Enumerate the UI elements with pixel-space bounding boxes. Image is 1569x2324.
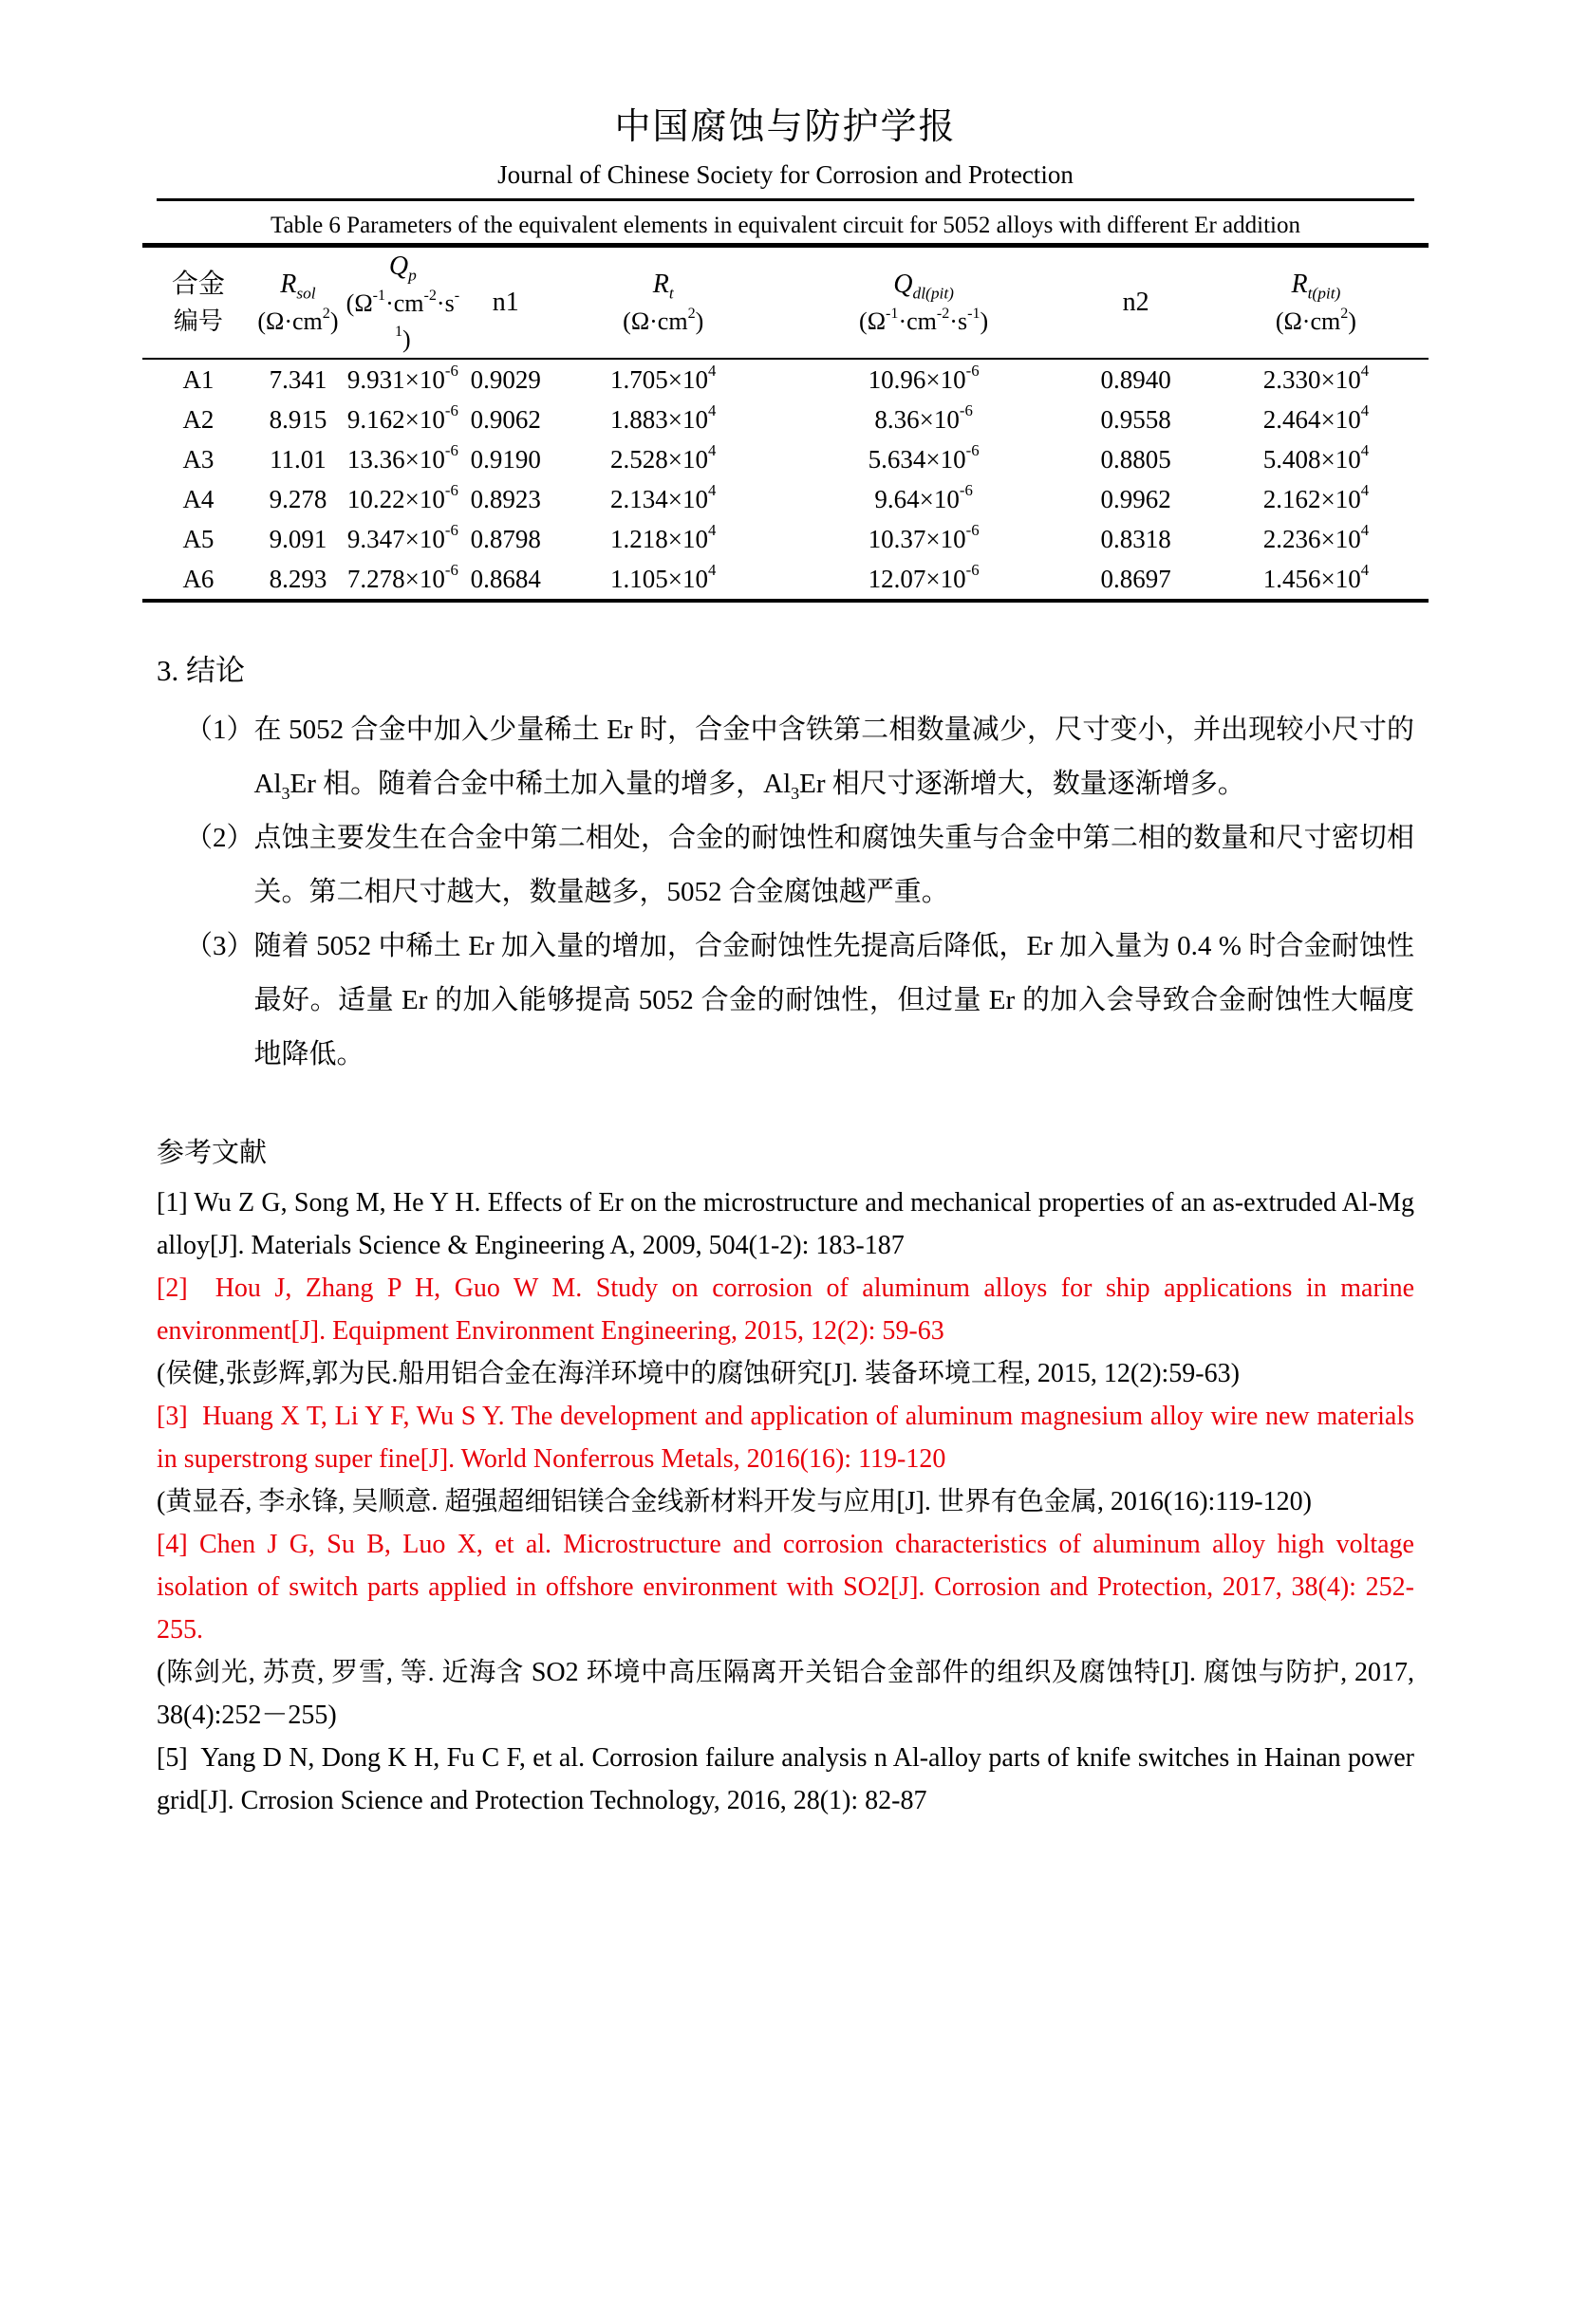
column-unit: $(\Omega^{-1}\cdot cm^{-2}\cdot s^{-1})$ [346, 287, 460, 353]
table-cell: $13.36\times 10^{-6}$ [346, 441, 458, 474]
table-cell: $1.218\times 10^4$ [610, 521, 717, 553]
parameters-table [142, 243, 1429, 603]
conclusion-heading: 3. 结论 [157, 654, 245, 687]
conclusion-items [157, 703, 1414, 1082]
table-cell: 0.8318 [1100, 524, 1171, 553]
table-cell: 0.9190 [470, 444, 541, 474]
table-cell: $2.134\times 10^4$ [610, 481, 717, 513]
table-cell: 0.9062 [470, 404, 541, 434]
column-unit: $(\Omega^{-1}\cdot cm^{-2}\cdot s^{-1})$ [859, 305, 989, 335]
reference-item: [3] Huang X T, Li Y F, Wu S Y. The development and application of aluminum magnesium alloy wire new materials in superstrong super fine[J]. World Nonferrous Metals, 2016(16): 119-120 [157, 1402, 1414, 1474]
column-symbol: $R_{t(pit)}$ [1291, 270, 1341, 303]
table-cell: 9.278 [269, 484, 327, 513]
item-text: 点蚀主要发生在合金中第二相处，合金的耐蚀性和腐蚀失重与合金中第二相的数量和尺寸密切相关。第二相尺寸越大，数量越多，5052 合金腐蚀越严重。 [253, 823, 1414, 907]
table-cell: 0.9558 [1100, 404, 1171, 434]
table-cell: $10.37\times 10^{-6}$ [868, 521, 980, 553]
table-cell: $7.278\times 10^{-6}$ [346, 561, 458, 593]
table-caption: Table 6 Parameters of the equivalent elements in equivalent circuit for 5052 alloys with different Er addition [271, 213, 1300, 238]
table-cell: $8.36\times 10^{-6}$ [874, 401, 973, 434]
column-unit: 编号 [173, 307, 223, 335]
table-cell: $5.408\times 10^4$ [1262, 441, 1370, 474]
table-cell: $9.931\times 10^{-6}$ [346, 362, 458, 394]
reference-item: [1] Wu Z G, Song M, He Y H. Effects of Er on the microstructure and mechanical properties of an as-extruded Al-Mg alloy[J]. Materials Science & Engineering A, 2009, 504(1-2): 183-187 [157, 1188, 1414, 1260]
table-cell: $10.22\times 10^{-6}$ [346, 481, 458, 513]
table-cell: $9.64\times 10^{-6}$ [874, 481, 973, 513]
journal-title: 中国腐蚀与防护学报 [614, 107, 957, 147]
references-heading: 参考文献 [157, 1138, 268, 1168]
header-rule [157, 198, 1414, 201]
table-cell: 8.293 [269, 564, 327, 593]
reference-item: [2] Hou J, Zhang P H, Guo W M. Study on corrosion of aluminum alloys for ship applications in marine environment[J]. Equipment Environment Engineering, 2015, 12(2): 59-63 [157, 1274, 1414, 1346]
column-header [1069, 246, 1204, 360]
column-symbol: $Q_p$ [388, 251, 417, 285]
conclusion-item [157, 920, 1414, 1082]
column-header [142, 246, 254, 360]
reference-item: [5] Yang D N, Dong K H, Fu C F, et al. Corrosion failure analysis n Al-alloy parts of knife switches in Hainan power grid[J]. Crrosion Science and Protection Technology, 2016, 28(1): 82-87 [157, 1743, 1414, 1815]
table-row [142, 559, 1429, 601]
table-cell: A4 [182, 484, 215, 513]
table-row [142, 439, 1429, 479]
table-cell: $2.236\times 10^4$ [1262, 521, 1370, 553]
table-cell: $9.347\times 10^{-6}$ [346, 521, 458, 553]
column-unit: $(\Omega\cdot cm^2)$ [257, 305, 339, 335]
column-header [548, 246, 779, 360]
table-cell: 0.8805 [1100, 444, 1171, 474]
column-symbol: $Q_{dl(pit)}$ [893, 270, 954, 303]
table-cell: A2 [182, 404, 215, 434]
table-cell: 11.01 [270, 444, 327, 474]
column-symbol: $R_t$ [652, 270, 674, 303]
column-header [779, 246, 1069, 360]
table-cell: 0.8798 [470, 524, 541, 553]
table-cell: $1.705\times 10^4$ [610, 362, 717, 394]
table-cell: $9.162\times 10^{-6}$ [346, 401, 458, 434]
table-cell: $10.96\times 10^{-6}$ [868, 362, 980, 394]
table-cell: A1 [182, 364, 215, 394]
reference-list [157, 1181, 1414, 1822]
table-cell: $1.105\times 10^4$ [610, 561, 717, 593]
table-cell: 0.8940 [1100, 364, 1171, 394]
table-cell: A3 [182, 444, 215, 474]
page [0, 104, 1569, 2324]
table-cell: $12.07\times 10^{-6}$ [868, 561, 980, 593]
table-cell: 0.9962 [1100, 484, 1171, 513]
item-label: （1） [185, 715, 254, 745]
column-symbol: n1 [492, 288, 519, 317]
table-cell: $2.330\times 10^4$ [1262, 362, 1370, 394]
reference-item: (黄显吞, 李永锋, 吴顺意. 超强超细铝镁合金线新材料开发与应用[J]. 世界有色金属, 2016(16):119-120) [157, 1487, 1312, 1516]
column-symbol: 合金 [171, 270, 225, 299]
column-symbol: $R_{sol}$ [280, 270, 316, 303]
table-body [142, 359, 1429, 601]
reference-item: (陈剑光, 苏贲, 罗雪, 等. 近海含 SO2 环境中高压隔离开关铝合金部件的组织及腐蚀特[J]. 腐蚀与防护, 2017, 38(4):252－255) [157, 1658, 1414, 1730]
item-text: 在 5052 合金中加入少量稀土 Er 时，合金中含铁第二相数量减少，尺寸变小，并出现较小尺寸的 $Al_3Er$ 相。随着合金中稀土加入量的增多，$Al_3Er$ 相尺寸逐渐增大，数量逐渐增多。 [253, 715, 1414, 803]
table-cell: 0.8684 [470, 564, 541, 593]
table-header-row [142, 246, 1429, 360]
table-cell: $2.464\times 10^4$ [1262, 401, 1370, 434]
table-row [142, 400, 1429, 439]
column-header [342, 246, 464, 360]
reference-item: (侯健,张彭辉,郭为民.船用铝合金在海洋环境中的腐蚀研究[J]. 装备环境工程, 2015, 12(2):59-63) [157, 1359, 1240, 1388]
column-unit: $(\Omega\cdot cm^2)$ [623, 305, 704, 335]
column-header [464, 246, 548, 360]
table-cell: A5 [182, 524, 215, 553]
item-text: 随着 5052 中稀土 Er 加入量的增加，合金耐蚀性先提高后降低，Er 加入量为 0.4 % 时合金耐蚀性最好。适量 Er 的加入能够提高 5052 合金的耐蚀性，但过量 Er 的加入会导致合金耐蚀性大幅度地降低。 [253, 931, 1414, 1069]
table-cell: 9.091 [269, 524, 327, 553]
table-cell: 7.341 [269, 364, 327, 394]
table-row [142, 359, 1429, 400]
table-cell: 8.915 [269, 404, 327, 434]
column-unit: $(\Omega\cdot cm^2)$ [1275, 305, 1356, 335]
table-cell: $1.456\times 10^4$ [1262, 561, 1370, 593]
item-label: （3） [185, 931, 254, 961]
table-row [142, 479, 1429, 519]
column-header [254, 246, 342, 360]
column-header [1204, 246, 1429, 360]
table-cell: 0.8697 [1100, 564, 1171, 593]
table-cell: 0.9029 [470, 364, 541, 394]
table-cell: A6 [182, 564, 215, 593]
page-content [157, 104, 1414, 1822]
conclusion-item [157, 703, 1414, 811]
table-cell: $2.162\times 10^4$ [1262, 481, 1370, 513]
table-cell: $2.528\times 10^4$ [610, 441, 717, 474]
column-symbol: n2 [1122, 288, 1149, 317]
table-cell: $5.634\times 10^{-6}$ [868, 441, 980, 474]
reference-item: [4] Chen J G, Su B, Luo X, et al. Microstructure and corrosion characteristics of aluminum alloy high voltage isolation of switch parts applied in offshore environment with SO2[J]. Corrosion and Protection, 2017, 38(4): 252-255. [157, 1530, 1414, 1645]
item-label: （2） [185, 823, 254, 853]
table-cell: $1.883\times 10^4$ [610, 401, 717, 434]
conclusion-item [157, 811, 1414, 920]
table-cell: 0.8923 [470, 484, 541, 513]
table-header [142, 246, 1429, 360]
journal-subtitle: Journal of Chinese Society for Corrosion and Protection [497, 160, 1074, 189]
table-row [142, 519, 1429, 559]
